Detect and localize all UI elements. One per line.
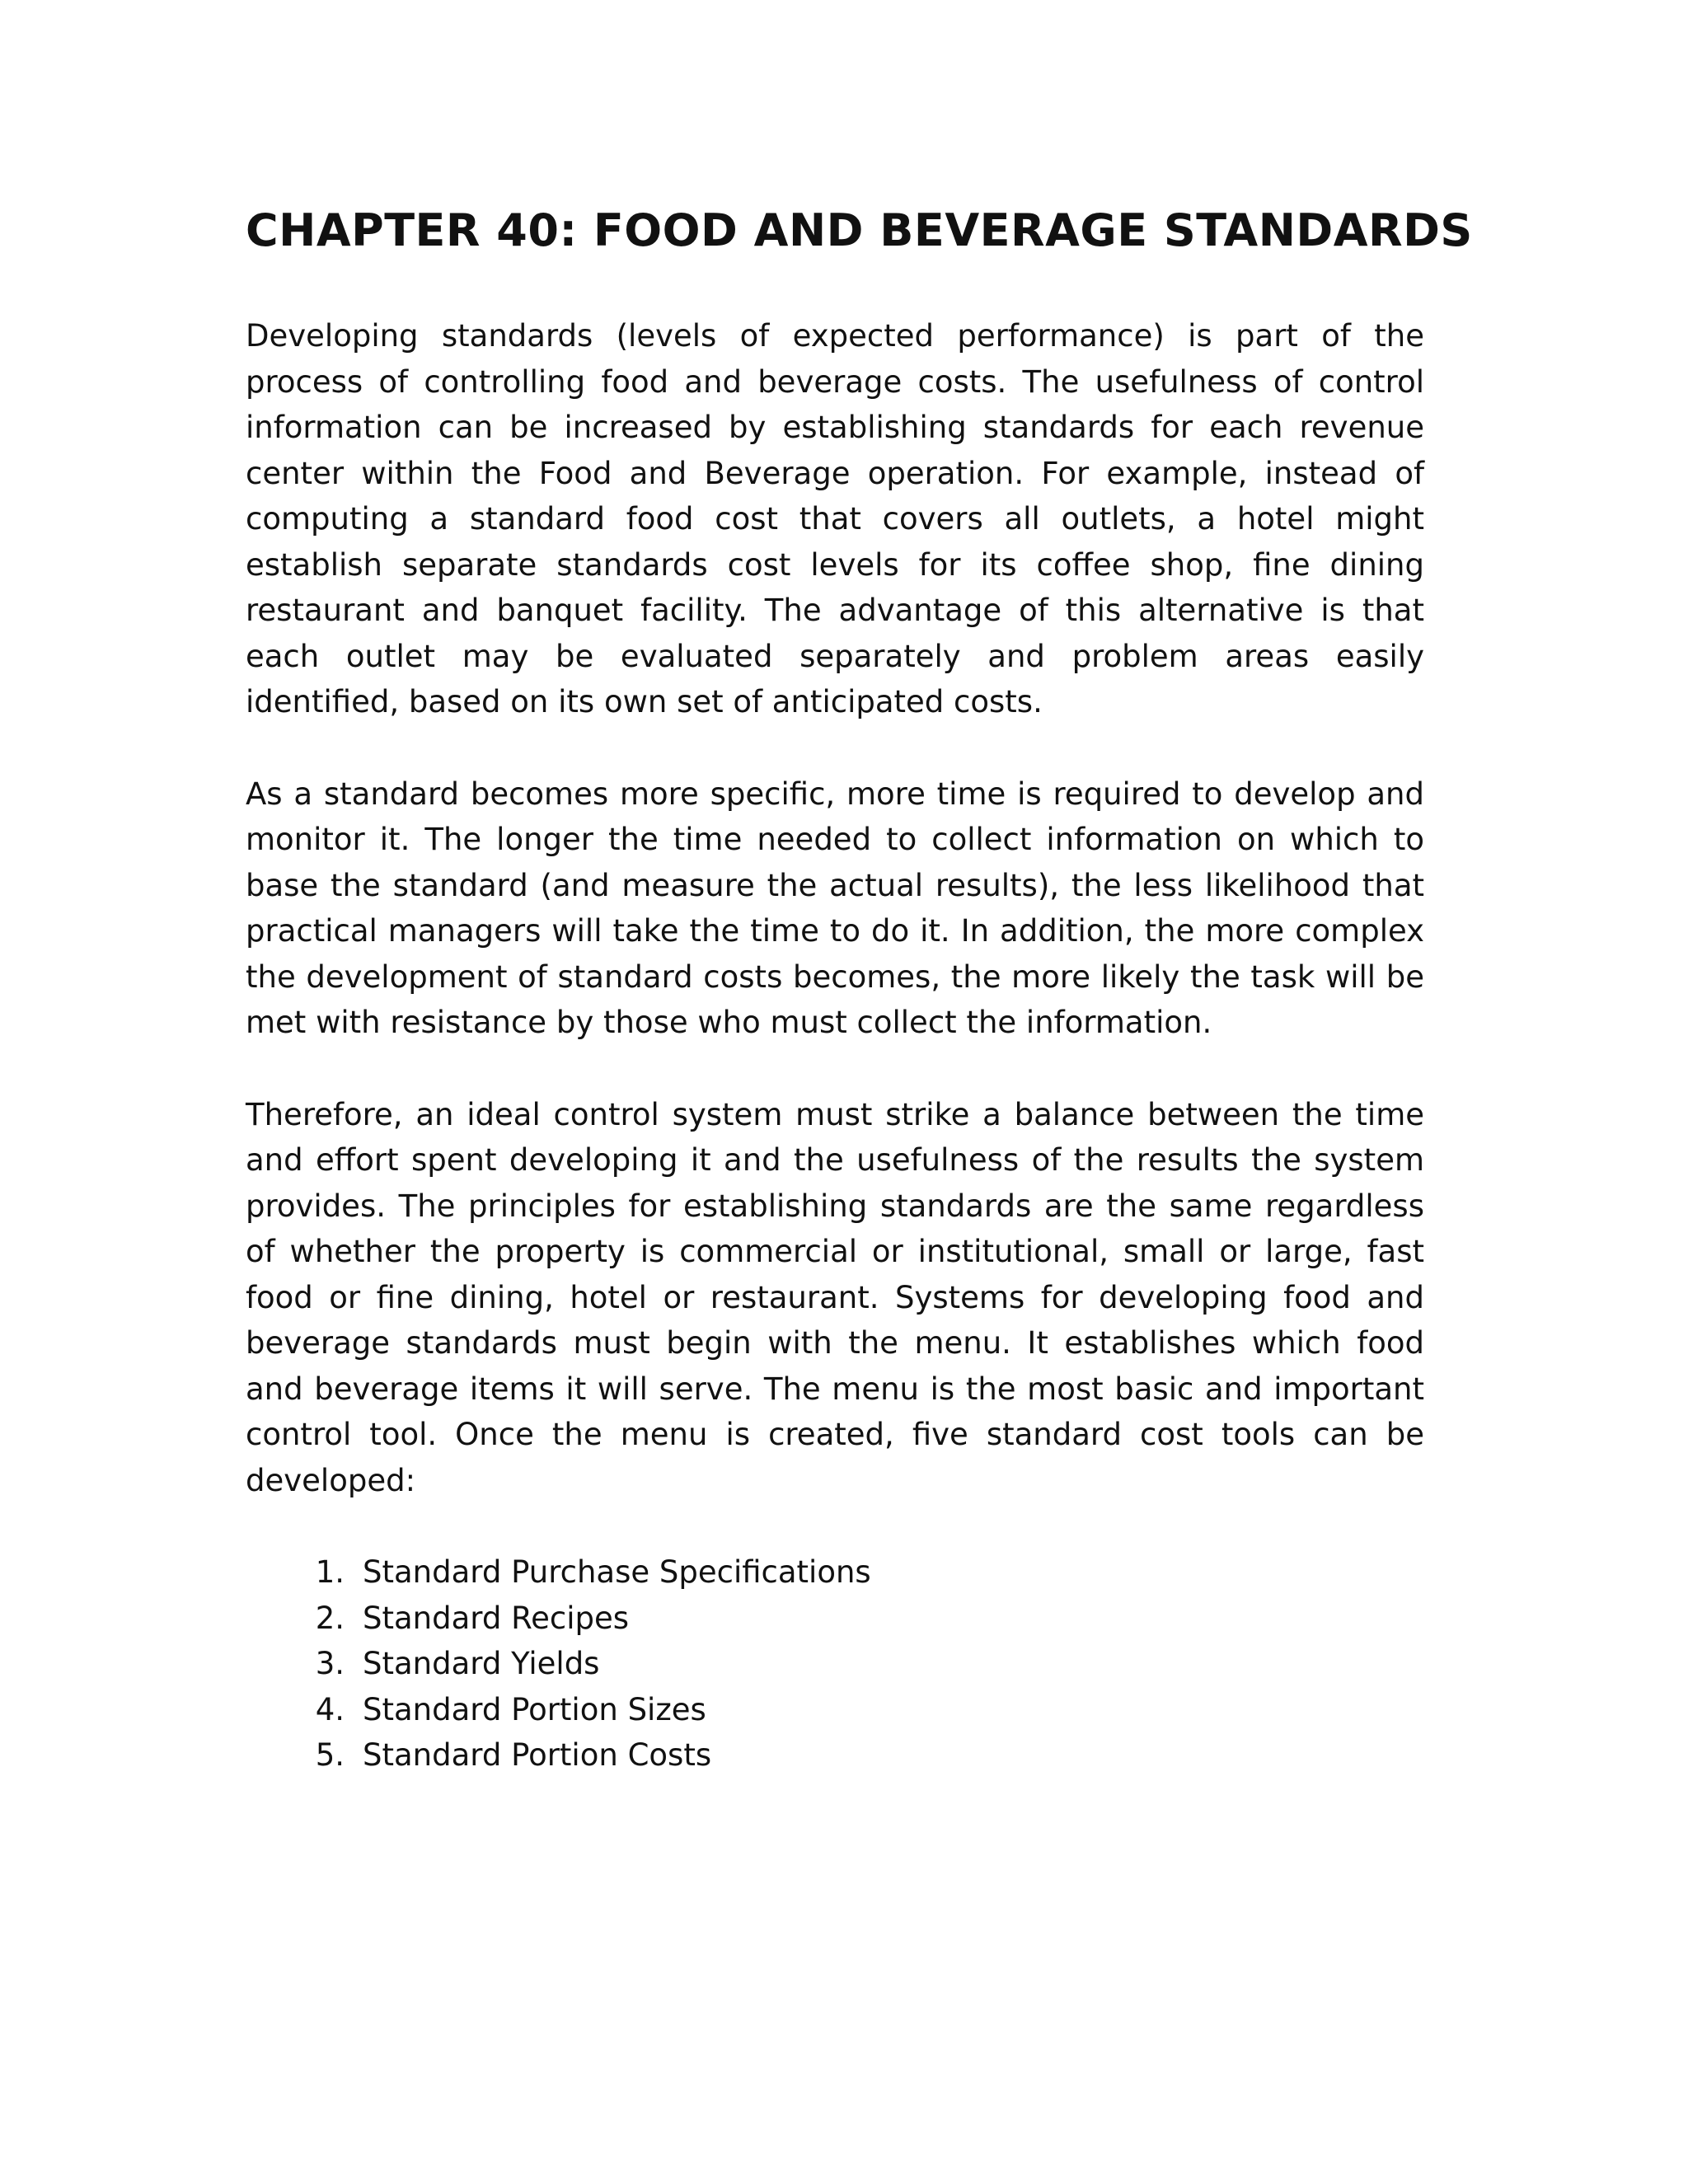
standard-cost-tools-list bbox=[246, 1549, 1424, 1779]
list-item bbox=[246, 1732, 1424, 1779]
paragraph-3: Therefore, an ideal control system must strike a balance between the time and effort spent developing it and the usefulness of the results the system provides. The principles for establishing standards are the same regardless of whether the property is commercial or institutional, small or large, fast food or fine dining, hotel or restaurant. Systems for developing food and beverage standards must begin with the menu. It establishes which food and beverage items it will serve. The menu is the most basic and important control tool. Once the menu is created, five standard cost tools can be developed: bbox=[246, 1096, 1424, 1498]
list-item bbox=[246, 1641, 1424, 1687]
list-item bbox=[246, 1549, 1424, 1596]
list-item-number: 5. bbox=[315, 1737, 345, 1773]
list-item-text: Standard Yields bbox=[363, 1646, 600, 1681]
chapter-title: CHAPTER 40: FOOD AND BEVERAGE STANDARDS bbox=[246, 204, 1473, 256]
list-item-text: Standard Portion Sizes bbox=[363, 1691, 706, 1727]
paragraph-1: Developing standards (levels of expected performance) is part of the process of controlling food and beverage costs. The usefulness of control information can be increased by establishing standards for each revenue center within the Food and Beverage operation. For example, instead of computing a standard food cost that covers all outlets, a hotel might establish separate standards cost levels for its coffee shop, fine dining restaurant and banquet facility. The advantage of this alternative is that each outlet may be evaluated separately and problem areas easily identified, based on its own set of anticipated costs. bbox=[246, 318, 1424, 719]
list-item-number: 2. bbox=[315, 1600, 345, 1636]
list-item-text: Standard Portion Costs bbox=[363, 1737, 712, 1773]
list-item-number: 4. bbox=[315, 1691, 345, 1727]
list-item-number: 1. bbox=[315, 1554, 345, 1590]
document-page bbox=[246, 198, 1473, 1779]
paragraph-2: As a standard becomes more specific, more time is required to develop and monitor it. The longer the time needed to collect information on which to base the standard (and measure the actual results), the less likelihood that practical managers will take the time to do it. In addition, the more complex the development of standard costs becomes, the more likely the task will be met with resistance by those who must collect the information. bbox=[246, 776, 1424, 1040]
list-item bbox=[246, 1596, 1424, 1642]
list-item-text: Standard Recipes bbox=[363, 1600, 630, 1636]
list-item-number: 3. bbox=[315, 1646, 345, 1681]
list-item bbox=[246, 1687, 1424, 1733]
list-item-text: Standard Purchase Specifications bbox=[363, 1554, 871, 1590]
